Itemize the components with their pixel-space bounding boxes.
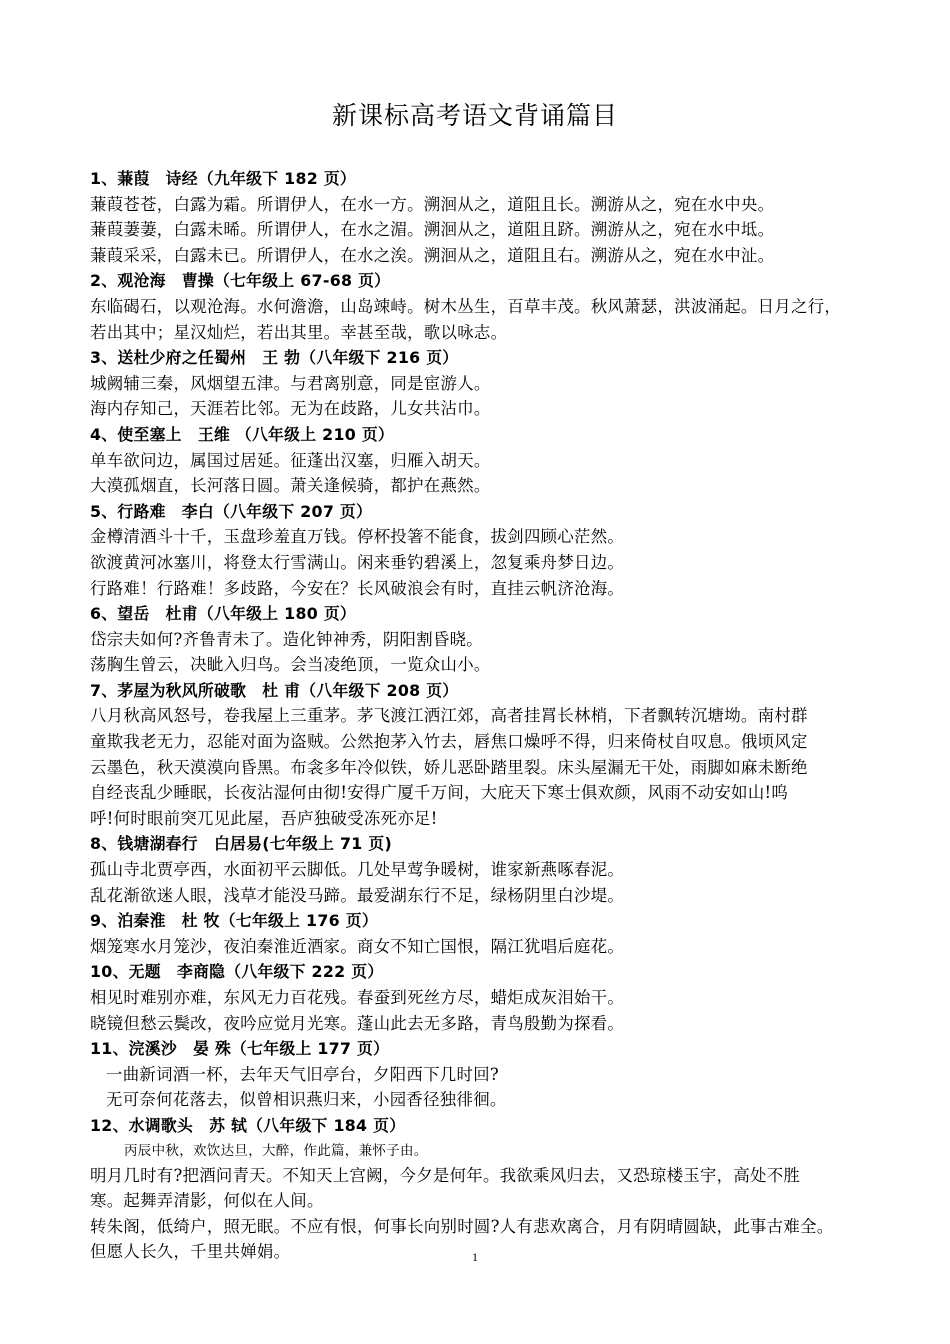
poem-line: 蒹葭苍苍，白露为霜。所谓伊人，在水一方。溯洄从之，道阻且长。溯游从之，宛在水中央。 xyxy=(90,194,775,214)
poem-list xyxy=(90,166,900,1265)
poem-heading: 3、送杜少府之任蜀州 王 勃（八年级下 216 页） xyxy=(90,348,459,368)
poem-line: 单车欲问边，属国过居延。征蓬出汉塞，归雁入胡天。 xyxy=(90,450,491,470)
poem-heading: 4、使至塞上 王维 （八年级上 210 页） xyxy=(90,424,395,444)
poem-line: 自经丧乱少睡眠，长夜沾湿何由彻!安得广厦千万间，大庇天下寒士俱欢颜，风雨不动安如山!呜 xyxy=(90,783,789,803)
poem-line: 相见时难别亦难，东风无力百花残。春蚕到死丝方尽，蜡炬成灰泪始干。 xyxy=(90,988,625,1007)
poem-line: 明月几时有?把酒问青天。不知天上宫阙，今夕是何年。我欲乘风归去，又恐琼楼玉宇，高处不胜 xyxy=(90,1165,801,1185)
poem-line: 晓镜但愁云鬓改，夜吟应觉月光寒。蓬山此去无多路，青鸟殷勤为探看。 xyxy=(90,1013,625,1033)
page-title: 新课标高考语文背诵篇目 xyxy=(331,101,618,130)
poem-line: 蒹葭采采，白露未已。所谓伊人，在水之涘。溯洄从之，道阻且右。溯游从之，宛在水中沚。 xyxy=(90,245,775,265)
poem-line: 欲渡黄河冰塞川，将登太行雪满山。闲来垂钓碧溪上，忽复乘舟梦日边。 xyxy=(90,552,625,572)
poem-line: 无可奈何花落去，似曾相识燕归来，小园香径独徘徊。 xyxy=(106,1090,507,1110)
poem-heading: 1、蒹葭 诗经（九年级下 182 页） xyxy=(90,169,357,188)
poem-line: 岱宗夫如何?齐鲁青未了。造化钟神秀，阴阳割昏晓。 xyxy=(90,629,483,649)
poem-line: 蒹葭萋萋，白露未晞。所谓伊人，在水之湄。溯洄从之，道阻且跻。溯游从之，宛在水中坻。 xyxy=(90,220,775,240)
poem-line: 寒。起舞弄清影，何似在人间。 xyxy=(90,1191,324,1211)
poem-line: 烟笼寒水月笼沙，夜泊秦淮近酒家。商女不知亡国恨，隔江犹唱后庭花。 xyxy=(90,936,625,956)
poem-heading: 6、望岳 杜甫（八年级上 180 页） xyxy=(90,604,357,624)
poem-line: 童欺我老无力，忍能对面为盗贼。公然抱茅入竹去，唇焦口燥呼不得，归来倚杖自叹息。俄顷风定 xyxy=(90,732,808,752)
poem-line: 行路难！行路难！多歧路，今安在？长风破浪会有时，直挂云帆济沧海。 xyxy=(90,578,625,598)
poem-line: 荡胸生曾云，决眦入归鸟。会当凌绝顶，一览众山小。 xyxy=(90,655,491,675)
poem-line: 乱花渐欲迷人眼，浅草才能没马蹄。最爱湖东行不足，绿杨阴里白沙堤。 xyxy=(90,885,625,905)
poem-line: 呼!何时眼前突兀见此屋，吾庐独破受冻死亦足! xyxy=(90,808,438,828)
poem-line: 但愿人长久，千里共婵娟。 xyxy=(90,1242,291,1262)
poem-line: 若出其中；星汉灿烂，若出其里。幸甚至哉，歌以咏志。 xyxy=(90,322,508,342)
poem-heading: 8、钱塘湖春行 白居易(七年级上 71 页) xyxy=(90,834,392,854)
poem-line: 城阙辅三秦，风烟望五津。与君离别意，同是宦游人。 xyxy=(90,373,491,393)
poem-heading: 2、观沧海 曹操（七年级上 67-68 页） xyxy=(90,271,391,291)
poem-heading: 11、浣溪沙 晏 殊（七年级上 177 页） xyxy=(90,1039,390,1059)
poem-line: 大漠孤烟直，长河落日圆。萧关逢候骑，都护在燕然。 xyxy=(90,476,491,496)
poem-line: 转朱阁，低绮户，照无眠。不应有恨，何事长向别时圆?人有悲欢离合，月有阴晴圆缺，此事古难全。 xyxy=(90,1216,834,1236)
page-number: 1 xyxy=(472,1250,478,1264)
poem-heading: 9、泊秦淮 杜 牧（七年级上 176 页） xyxy=(90,911,378,931)
poem-line: 八月秋高风怒号，卷我屋上三重茅。茅飞渡江洒江郊，高者挂罥长林梢，下者飘转沉塘坳。南村群 xyxy=(90,706,808,726)
poem-heading: 5、行路难 李白（八年级下 207 页） xyxy=(90,501,373,521)
poem-line: 云墨色，秋天漠漠向昏黑。布衾多年冷似铁，娇儿恶卧踏里裂。床头屋漏无干处，雨脚如麻未断绝 xyxy=(90,757,808,777)
poem-line: 金樽清酒斗十千，玉盘珍羞直万钱。停杯投箸不能食，拔剑四顾心茫然。 xyxy=(90,527,625,547)
poem-line: 海内存知己，天涯若比邻。无为在歧路，儿女共沾巾。 xyxy=(90,399,491,419)
poem-line: 一曲新词酒一杯，去年天气旧亭台，夕阳西下几时回? xyxy=(106,1064,499,1084)
poem-line: 孤山寺北贾亭西，水面初平云脚低。几处早莺争暖树，谁家新燕啄春泥。 xyxy=(90,860,625,880)
poem-line: 东临碣石，以观沧海。水何澹澹，山岛竦峙。树木丛生，百草丰茂。秋风萧瑟，洪波涌起。日月之行， xyxy=(90,296,842,316)
poem-heading: 12、水调歌头 苏 轼（八年级下 184 页） xyxy=(90,1115,406,1135)
poem-heading: 7、茅屋为秋风所破歌 杜 甫（八年级下 208 页） xyxy=(90,680,459,700)
poem-heading: 10、无题 李商隐（八年级下 222 页） xyxy=(90,962,384,982)
poem-preface: 丙辰中秋，欢饮达旦，大醉，作此篇，兼怀子由。 xyxy=(124,1142,428,1159)
